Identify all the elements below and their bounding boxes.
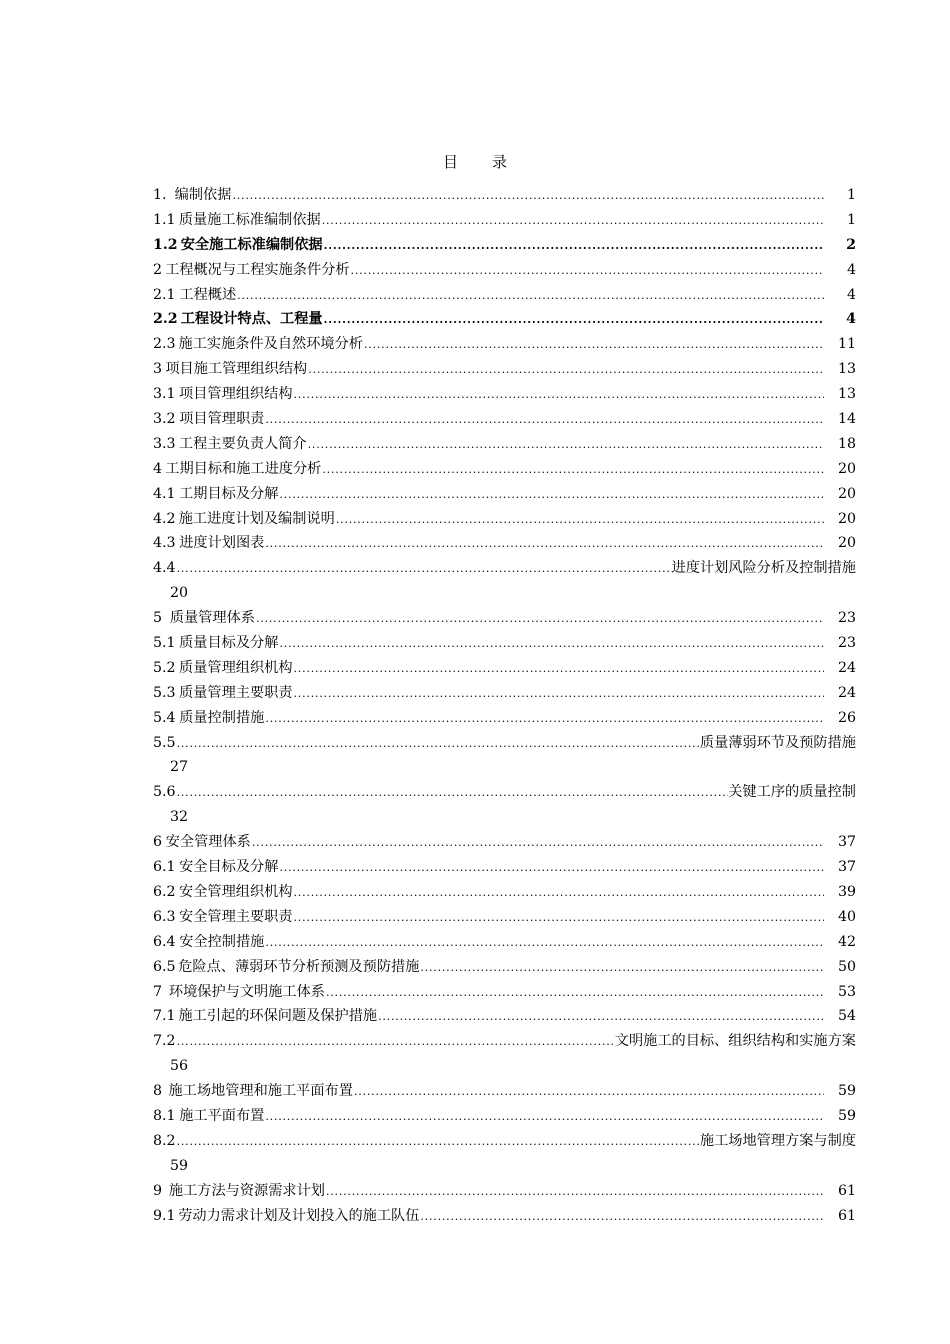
- toc-entry-label: 质量控制措施: [179, 709, 265, 726]
- toc-entry[interactable]: [153, 1129, 856, 1154]
- toc-dot-leader: [351, 258, 824, 284]
- toc-entry-number: 9: [153, 1182, 163, 1199]
- toc-dot-leader: [177, 556, 672, 582]
- toc-entry[interactable]: [153, 556, 856, 581]
- table-of-contents: [153, 183, 856, 1228]
- toc-entry-label: 工程概况与工程实施条件分析: [165, 261, 350, 278]
- toc-entry[interactable]: [153, 1204, 856, 1229]
- toc-dot-leader: [265, 1104, 824, 1130]
- toc-entry-page: 61: [837, 1182, 856, 1199]
- toc-entry-label: 施工场地管理方案与制度: [699, 1132, 856, 1149]
- toc-entry[interactable]: [153, 507, 856, 532]
- toc-entry-number: 6.5: [153, 958, 176, 975]
- toc-entry[interactable]: [153, 382, 856, 407]
- toc-entry-page: 20: [837, 460, 856, 477]
- toc-entry-page: 24: [837, 659, 856, 676]
- toc-entry[interactable]: [153, 1104, 856, 1129]
- toc-entry-page-wrapped: [153, 805, 856, 830]
- toc-entry-number: 1.: [153, 187, 167, 203]
- toc-entry-page: 26: [837, 709, 856, 726]
- toc-dot-leader: [237, 283, 824, 309]
- toc-entry-number: 3.2: [153, 411, 176, 428]
- toc-entry-label: 施工进度计划及编制说明: [178, 510, 335, 527]
- toc-title-char-2: 录: [492, 153, 508, 171]
- toc-entry[interactable]: [153, 332, 856, 357]
- toc-entry-label: 危险点、薄弱环节分析预测及预防措施: [178, 958, 420, 975]
- toc-entry-page: 20: [170, 585, 189, 602]
- toc-dot-leader: [256, 606, 824, 632]
- toc-entry-label: 进度计划风险分析及控制措施: [671, 560, 856, 577]
- toc-entry[interactable]: [153, 258, 856, 283]
- toc-entry-number: 5.5: [153, 734, 176, 751]
- toc-dot-leader: [326, 980, 824, 1006]
- toc-dot-leader: [364, 332, 824, 358]
- toc-dot-leader: [322, 208, 824, 234]
- toc-entry-page-wrapped: [153, 1054, 856, 1079]
- toc-entry[interactable]: [153, 183, 856, 208]
- toc-title-char-1: 目: [442, 153, 458, 171]
- toc-entry-number: 9.1: [153, 1207, 176, 1224]
- toc-entry-number: 4.2: [153, 510, 176, 527]
- toc-entry-number: 6.4: [153, 933, 176, 950]
- toc-dot-leader: [177, 1129, 700, 1155]
- toc-entry-page: 39: [837, 883, 856, 900]
- toc-entry-page-wrapped: [153, 755, 856, 780]
- toc-entry[interactable]: [153, 980, 856, 1005]
- toc-entry-number: 6.3: [153, 908, 176, 925]
- toc-entry-label: 文明施工的目标、组织结构和实施方案: [614, 1033, 856, 1050]
- toc-entry-number: 8.2: [153, 1132, 176, 1149]
- toc-title: [0, 151, 950, 172]
- toc-entry-label: 工程概述: [179, 286, 237, 303]
- toc-entry-label: 施工方法与资源需求计划: [168, 1182, 325, 1199]
- toc-entry[interactable]: [153, 457, 856, 482]
- toc-entry[interactable]: [153, 283, 856, 308]
- toc-entry-label: 施工实施条件及自然环境分析: [178, 336, 363, 353]
- toc-entry-number: 2.1: [153, 286, 176, 303]
- toc-entry-page: 59: [837, 1083, 856, 1100]
- toc-entry-page: 20: [837, 510, 856, 527]
- toc-entry-label: 关键工序的质量控制: [728, 784, 856, 801]
- toc-entry-page: 4: [846, 261, 856, 278]
- toc-entry-label: 施工平面布置: [179, 1107, 265, 1124]
- toc-dot-leader: [420, 1204, 824, 1230]
- toc-entry[interactable]: [153, 208, 856, 233]
- toc-entry-page: 23: [837, 635, 856, 652]
- toc-dot-leader: [232, 183, 824, 209]
- toc-entry-page-wrapped: [153, 1154, 856, 1179]
- toc-entry-page: 61: [837, 1207, 856, 1224]
- toc-entry[interactable]: [153, 432, 856, 457]
- toc-entry-label: 劳动力需求计划及计划投入的施工队伍: [178, 1207, 420, 1224]
- toc-entry-label: 安全目标及分解: [179, 859, 279, 876]
- toc-dot-leader: [177, 780, 729, 806]
- toc-entry[interactable]: [153, 955, 856, 980]
- toc-entry-label: 安全管理体系: [165, 834, 251, 851]
- toc-entry-number: 5: [153, 610, 163, 627]
- toc-entry[interactable]: [153, 930, 856, 955]
- toc-entry-number: 4.1: [153, 485, 176, 502]
- toc-dot-leader: [279, 855, 824, 881]
- toc-entry[interactable]: [153, 706, 856, 731]
- toc-entry[interactable]: [153, 606, 856, 631]
- toc-entry-number: 5.3: [153, 684, 176, 701]
- toc-dot-leader: [378, 1004, 824, 1030]
- toc-entry[interactable]: [153, 780, 856, 805]
- toc-entry-page: 20: [837, 485, 856, 502]
- toc-entry-number: 4.3: [153, 535, 176, 552]
- toc-entry-label: 项目管理职责: [179, 411, 265, 428]
- toc-entry-page: 13: [837, 386, 856, 403]
- toc-dot-leader: [265, 531, 824, 557]
- toc-entry-number: 7: [153, 983, 163, 1000]
- toc-entry-label: 工期目标及分解: [179, 485, 279, 502]
- toc-dot-leader: [252, 830, 824, 856]
- toc-dot-leader: [420, 955, 824, 981]
- toc-entry-number: 5.2: [153, 659, 176, 676]
- toc-entry-page: 13: [837, 361, 856, 378]
- toc-entry[interactable]: [153, 233, 856, 258]
- toc-entry-number: 1.1: [153, 211, 176, 228]
- toc-dot-leader: [279, 482, 824, 508]
- toc-entry-page: 37: [837, 859, 856, 876]
- toc-entry-page: 4: [846, 311, 856, 328]
- toc-entry-number: 2: [153, 261, 163, 278]
- toc-entry-page-wrapped: [153, 581, 856, 606]
- toc-entry-page: 37: [837, 834, 856, 851]
- toc-dot-leader: [322, 457, 824, 483]
- toc-dot-leader: [294, 905, 824, 931]
- toc-entry-page: 40: [837, 908, 856, 925]
- toc-dot-leader: [336, 507, 824, 533]
- toc-entry-label: 工程主要负责人简介: [178, 435, 307, 452]
- toc-entry[interactable]: [153, 631, 856, 656]
- toc-entry-number: 3: [153, 361, 163, 378]
- toc-entry[interactable]: [153, 681, 856, 706]
- toc-entry[interactable]: [153, 880, 856, 905]
- toc-entry[interactable]: [153, 1029, 856, 1054]
- toc-entry-page: 59: [170, 1157, 189, 1174]
- toc-entry[interactable]: [153, 830, 856, 855]
- toc-entry-label: 项目管理组织结构: [179, 386, 293, 403]
- toc-entry[interactable]: [153, 531, 856, 556]
- toc-entry[interactable]: [153, 731, 856, 756]
- toc-entry-number: 2.2: [153, 311, 178, 328]
- toc-entry-label: 质量目标及分解: [179, 635, 279, 652]
- toc-entry-label: 质量管理主要职责: [179, 684, 293, 701]
- toc-entry-number: 5.4: [153, 709, 176, 726]
- toc-entry-number: 2.3: [153, 336, 176, 353]
- toc-dot-leader: [294, 382, 824, 408]
- toc-entry-label: 质量施工标准编制依据: [178, 211, 321, 228]
- toc-entry-page: 20: [837, 535, 856, 552]
- toc-entry-label: 施工引起的环保问题及保护措施: [178, 1008, 378, 1025]
- toc-entry[interactable]: [153, 407, 856, 432]
- toc-dot-leader: [177, 1029, 615, 1055]
- toc-entry-number: 5.6: [153, 784, 176, 801]
- toc-entry-number: 8: [153, 1083, 163, 1100]
- toc-entry-page: 4: [846, 286, 856, 303]
- toc-entry-label: 编制依据: [174, 187, 232, 203]
- toc-entry[interactable]: [153, 1004, 856, 1029]
- toc-entry-label: 安全管理主要职责: [179, 908, 293, 925]
- toc-entry-number: 6: [153, 834, 163, 851]
- toc-entry-label: 工程设计特点、工程量: [180, 311, 323, 328]
- toc-dot-leader: [324, 307, 824, 333]
- toc-dot-leader: [324, 233, 824, 259]
- toc-entry-number: 7.2: [153, 1033, 176, 1050]
- toc-entry-page: 14: [837, 411, 856, 428]
- toc-entry[interactable]: [153, 905, 856, 930]
- toc-dot-leader: [326, 1179, 824, 1205]
- toc-entry-number: 6.1: [153, 859, 176, 876]
- toc-entry-label: 安全控制措施: [179, 933, 265, 950]
- toc-entry-page: 18: [837, 435, 856, 452]
- toc-entry-page: 50: [837, 958, 856, 975]
- toc-dot-leader: [294, 656, 824, 682]
- toc-entry-page: 56: [170, 1058, 189, 1075]
- toc-entry-page: 11: [837, 336, 856, 353]
- toc-entry[interactable]: [153, 307, 856, 332]
- toc-entry-label: 安全管理组织机构: [179, 883, 293, 900]
- toc-entry-number: 3.1: [153, 386, 176, 403]
- toc-entry-label: 工期目标和施工进度分析: [165, 460, 322, 477]
- toc-entry-label: 质量薄弱环节及预防措施: [699, 734, 856, 751]
- toc-entry-label: 施工场地管理和施工平面布置: [168, 1083, 353, 1100]
- toc-entry-page: 2: [846, 236, 856, 253]
- toc-entry-page: 24: [837, 684, 856, 701]
- toc-entry-number: 7.1: [153, 1008, 176, 1025]
- toc-entry-label: 环境保护与文明施工体系: [168, 983, 325, 1000]
- toc-entry-number: 4: [153, 460, 163, 477]
- toc-dot-leader: [354, 1079, 824, 1105]
- toc-entry-number: 6.2: [153, 883, 176, 900]
- toc-dot-leader: [265, 706, 824, 732]
- toc-dot-leader: [279, 631, 824, 657]
- toc-entry[interactable]: [153, 1179, 856, 1204]
- toc-entry[interactable]: [153, 482, 856, 507]
- toc-entry-label: 安全施工标准编制依据: [180, 236, 323, 253]
- toc-entry-page: 59: [837, 1107, 856, 1124]
- toc-entry[interactable]: [153, 357, 856, 382]
- toc-entry-number: 4.4: [153, 560, 176, 577]
- toc-dot-leader: [308, 432, 824, 458]
- toc-entry-label: 进度计划图表: [179, 535, 265, 552]
- toc-entry-number: 5.1: [153, 635, 176, 652]
- toc-entry-page: 53: [837, 983, 856, 1000]
- toc-entry[interactable]: [153, 855, 856, 880]
- toc-dot-leader: [265, 407, 824, 433]
- toc-dot-leader: [265, 930, 824, 956]
- toc-entry[interactable]: [153, 656, 856, 681]
- toc-entry-number: 3.3: [153, 435, 176, 452]
- toc-dot-leader: [308, 357, 824, 383]
- toc-entry-number: 1.2: [153, 236, 178, 253]
- toc-entry-page: 1: [846, 211, 856, 228]
- toc-entry-label: 质量管理体系: [169, 610, 255, 627]
- toc-entry-label: 项目施工管理组织结构: [165, 361, 308, 378]
- toc-entry-page: 54: [837, 1008, 856, 1025]
- toc-dot-leader: [294, 880, 824, 906]
- toc-dot-leader: [294, 681, 824, 707]
- toc-entry-page: 23: [837, 610, 856, 627]
- toc-entry-page: 32: [170, 809, 189, 826]
- toc-dot-leader: [177, 731, 700, 757]
- toc-entry-label: 质量管理组织机构: [179, 659, 293, 676]
- toc-entry-page: 27: [170, 759, 189, 776]
- toc-entry-page: 1: [846, 187, 856, 203]
- toc-entry-number: 8.1: [153, 1107, 176, 1124]
- toc-entry-page: 42: [837, 933, 856, 950]
- toc-entry[interactable]: [153, 1079, 856, 1104]
